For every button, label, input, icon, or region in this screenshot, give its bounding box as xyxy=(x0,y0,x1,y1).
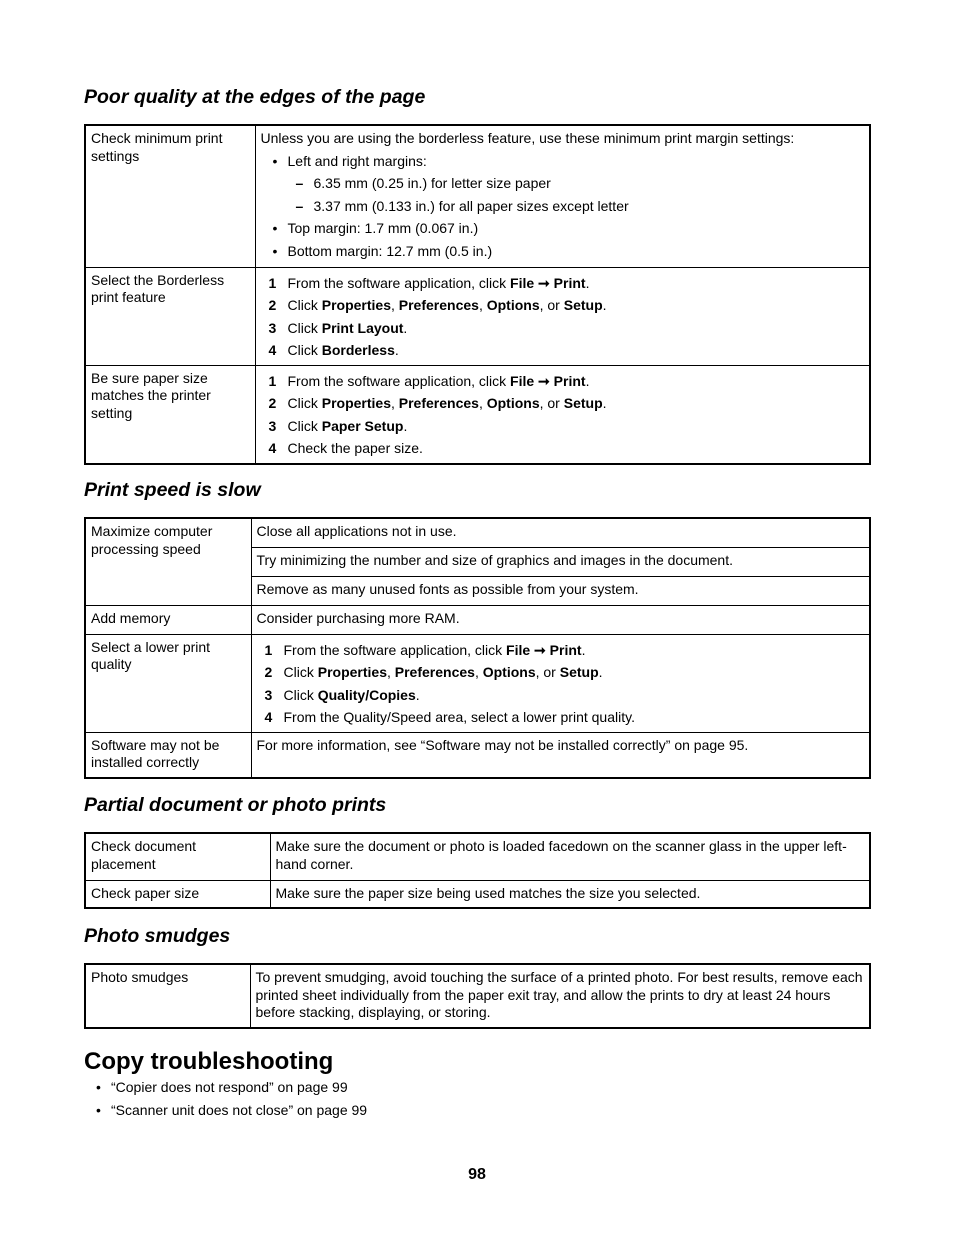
row-label: Add memory xyxy=(85,605,251,634)
row-content: For more information, see “Software may not be installed correctly” on page 95. xyxy=(251,732,870,778)
step-item: 1 From the software application, click File ➞ Print. xyxy=(268,274,590,291)
table-row xyxy=(85,634,870,732)
step-item: 2 Click Properties, Preferences, Options, or Setup. xyxy=(264,664,603,680)
row-label: Software may not be installed correctly xyxy=(85,732,251,778)
row-content xyxy=(251,634,870,732)
list-item-text: Left and right margins: xyxy=(287,152,427,169)
list-item: • Bottom margin: 12.7 mm (0.5 in.) xyxy=(261,243,865,261)
table-row xyxy=(85,125,870,267)
section-title-photo-smudges: Photo smudges xyxy=(84,925,231,947)
step-item: 4 Click Borderless. xyxy=(268,342,399,358)
print-speed-table xyxy=(84,517,871,779)
row-content: Make sure the document or photo is loaded facedown on the scanner glass in the upper left-hand corner. xyxy=(270,833,870,880)
photo-smudges-table xyxy=(84,963,871,1029)
step-number: 1 xyxy=(268,274,277,291)
step-number: 3 xyxy=(268,319,277,336)
step-item: 1 From the software application, click File ➞ Print. xyxy=(268,372,590,389)
row-content: To prevent smudging, avoid touching the surface of a printed photo. For best results, remove each printed sheet individually from the paper exit tray, and allow the prints to dry at least 24 hours before stacking, displaying, or storing. xyxy=(250,964,870,1028)
table-row xyxy=(85,833,870,880)
step-number: 2 xyxy=(264,664,273,680)
step-item: 3 Click Quality/Copies. xyxy=(264,686,420,703)
step-number: 1 xyxy=(268,372,277,389)
step-item: 4 Check the paper size. xyxy=(268,440,423,456)
step-item: 2 Click Properties, Preferences, Options, or Setup. xyxy=(268,395,607,411)
table-row xyxy=(85,267,870,365)
step-number: 2 xyxy=(268,395,277,411)
copy-troubleshooting-heading: Copy troubleshooting xyxy=(84,1048,334,1075)
row-content: Try minimizing the number and size of graphics and images in the document. xyxy=(251,547,870,576)
step-item: 3 Click Paper Setup. xyxy=(268,417,408,434)
step-item: 4 From the Quality/Speed area, select a lower print quality. xyxy=(264,709,635,725)
table-row xyxy=(85,518,870,547)
row-label: Select the Borderless print feature xyxy=(85,267,255,365)
list-item: • Top margin: 1.7 mm (0.067 in.) xyxy=(261,220,865,238)
step-number: 2 xyxy=(268,297,277,313)
menu-file: File xyxy=(510,274,535,291)
list-item: – 3.37 mm (0.133 in.) for all paper sizes except letter xyxy=(288,198,865,216)
margin-list xyxy=(261,153,865,261)
row-content: Make sure the paper size being used matches the size you selected. xyxy=(270,880,870,908)
row-content xyxy=(255,125,870,267)
row-label: Photo smudges xyxy=(85,964,250,1028)
sub-list xyxy=(288,175,865,215)
copy-links-list xyxy=(84,1079,367,1124)
table-row xyxy=(85,732,870,778)
steps-list xyxy=(261,373,865,458)
step-number: 3 xyxy=(268,417,277,434)
step-number: 4 xyxy=(268,342,277,358)
section-title-poor-quality: Poor quality at the edges of the page xyxy=(84,86,426,108)
poor-quality-table xyxy=(84,124,871,465)
list-item: – 6.35 mm (0.25 in.) for letter size paper xyxy=(288,175,865,193)
row-label: Check paper size xyxy=(85,880,270,908)
copy-link-copier[interactable]: • “Copier does not respond” on page 99 xyxy=(84,1079,367,1097)
step-number: 4 xyxy=(268,440,277,456)
row-label: Be sure paper size matches the printer setting xyxy=(85,365,255,464)
step-number: 4 xyxy=(264,709,273,725)
table-row xyxy=(85,964,870,1028)
step-number: 1 xyxy=(264,641,273,658)
steps-list xyxy=(257,642,865,727)
row-content xyxy=(255,365,870,464)
copy-link-scanner[interactable]: • “Scanner unit does not close” on page 99 xyxy=(84,1102,367,1120)
step-item: 1 From the software application, click File ➞ Print. xyxy=(264,641,586,658)
row-label: Select a lower print quality xyxy=(85,634,251,732)
section-title-print-speed: Print speed is slow xyxy=(84,479,261,501)
table-row xyxy=(85,880,870,908)
arrow-icon: ➞ xyxy=(534,372,554,389)
section-title-partial-prints: Partial document or photo prints xyxy=(84,794,387,816)
table-row xyxy=(85,365,870,464)
row-label: Maximize computer processing speed xyxy=(85,518,251,605)
page-number: 98 xyxy=(468,1166,486,1183)
table-row xyxy=(85,605,870,634)
row-content xyxy=(255,267,870,365)
row-content: Consider purchasing more RAM. xyxy=(251,605,870,634)
step-item: 2 Click Properties, Preferences, Options, or Setup. xyxy=(268,297,607,313)
menu-print: Print xyxy=(553,274,586,291)
list-item xyxy=(261,153,865,216)
row-label: Check document placement xyxy=(85,833,270,880)
arrow-icon: ➞ xyxy=(534,274,554,291)
row-label: Check minimum print settings xyxy=(85,125,255,267)
row-content: Remove as many unused fonts as possible from your system. xyxy=(251,576,870,605)
row-content: Close all applications not in use. xyxy=(251,518,870,547)
margin-intro: Unless you are using the borderless feature, use these minimum print margin settings: xyxy=(260,130,795,146)
partial-prints-table xyxy=(84,832,871,909)
step-item: 3 Click Print Layout. xyxy=(268,319,408,336)
arrow-icon: ➞ xyxy=(530,641,550,658)
step-number: 3 xyxy=(264,686,273,703)
steps-list xyxy=(261,275,865,360)
